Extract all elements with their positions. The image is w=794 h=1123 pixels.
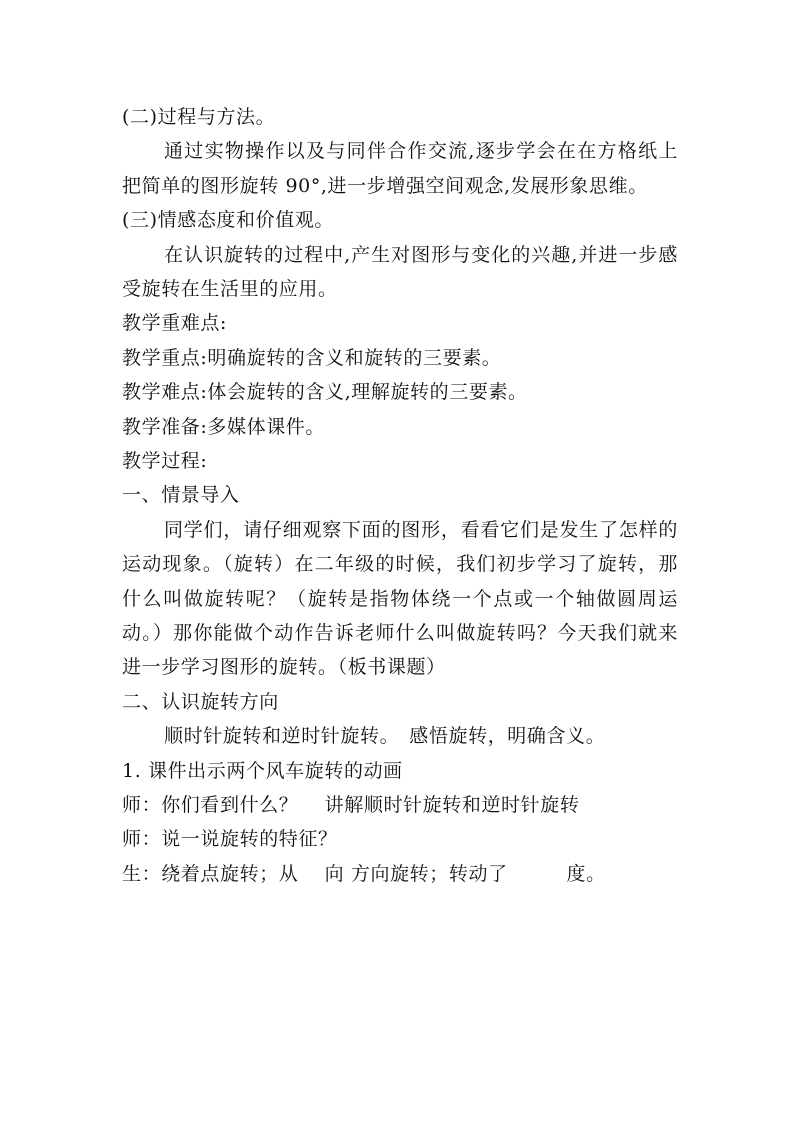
paragraph-emotion-values: 在认识旋转的过程中,产生对图形与变化的兴趣,并进一步感受旋转在生活里的应用。 (122, 243, 678, 300)
heading-teaching-process: 教学过程: (122, 449, 208, 472)
step-courseware-animation: 1. 课件出示两个风车旋转的动画 (122, 759, 403, 782)
teaching-difficult-point: 教学难点:体会旋转的含义,理解旋转的三要素。 (122, 381, 528, 404)
document-body (122, 100, 678, 891)
heading-scene-intro: 一、情景导入 (122, 484, 240, 507)
rotation-direction-summary: 顺时针旋转和逆时针旋转。 感悟旋转，明确含义。 (164, 725, 606, 748)
teacher-question-what-seen: 师：你们看到什么？ 讲解顺时针旋转和逆时针旋转 (122, 793, 580, 816)
teaching-key-point: 教学重点:明确旋转的含义和旋转的三要素。 (122, 346, 502, 369)
heading-key-difficult-points: 教学重难点: (122, 312, 228, 335)
section-heading-process-method: (二)过程与方法。 (122, 106, 276, 128)
student-answer-fill-blank: 生：绕着点旋转；从 向 方向旋转；转动了 度。 (122, 862, 606, 885)
teacher-question-features: 师：说一说旋转的特征？ (122, 828, 338, 851)
teaching-preparation: 教学准备:多媒体课件。 (122, 415, 326, 438)
heading-rotation-direction: 二、认识旋转方向 (122, 690, 279, 713)
paragraph-scene-intro: 同学们，请仔细观察下面的图形，看看它们是发生了怎样的运动现象。（旋转）在二年级的时候，我们初步学习了旋转，那什么叫做旋转呢？（旋转是指物体绕一个点或一个轴做圆周运动。）那你能做个动作告诉老师什么叫做旋转吗？今天我们就来进一步学习图形的旋转。（板书课题） (122, 518, 678, 679)
section-heading-emotion-values: (三)情感态度和价值观。 (122, 209, 335, 232)
paragraph-process-method: 通过实物操作以及与同伴合作交流,逐步学会在在方格纸上把简单的图形旋转 90°,进一步增强空间观念,发展形象思维。 (122, 140, 678, 197)
